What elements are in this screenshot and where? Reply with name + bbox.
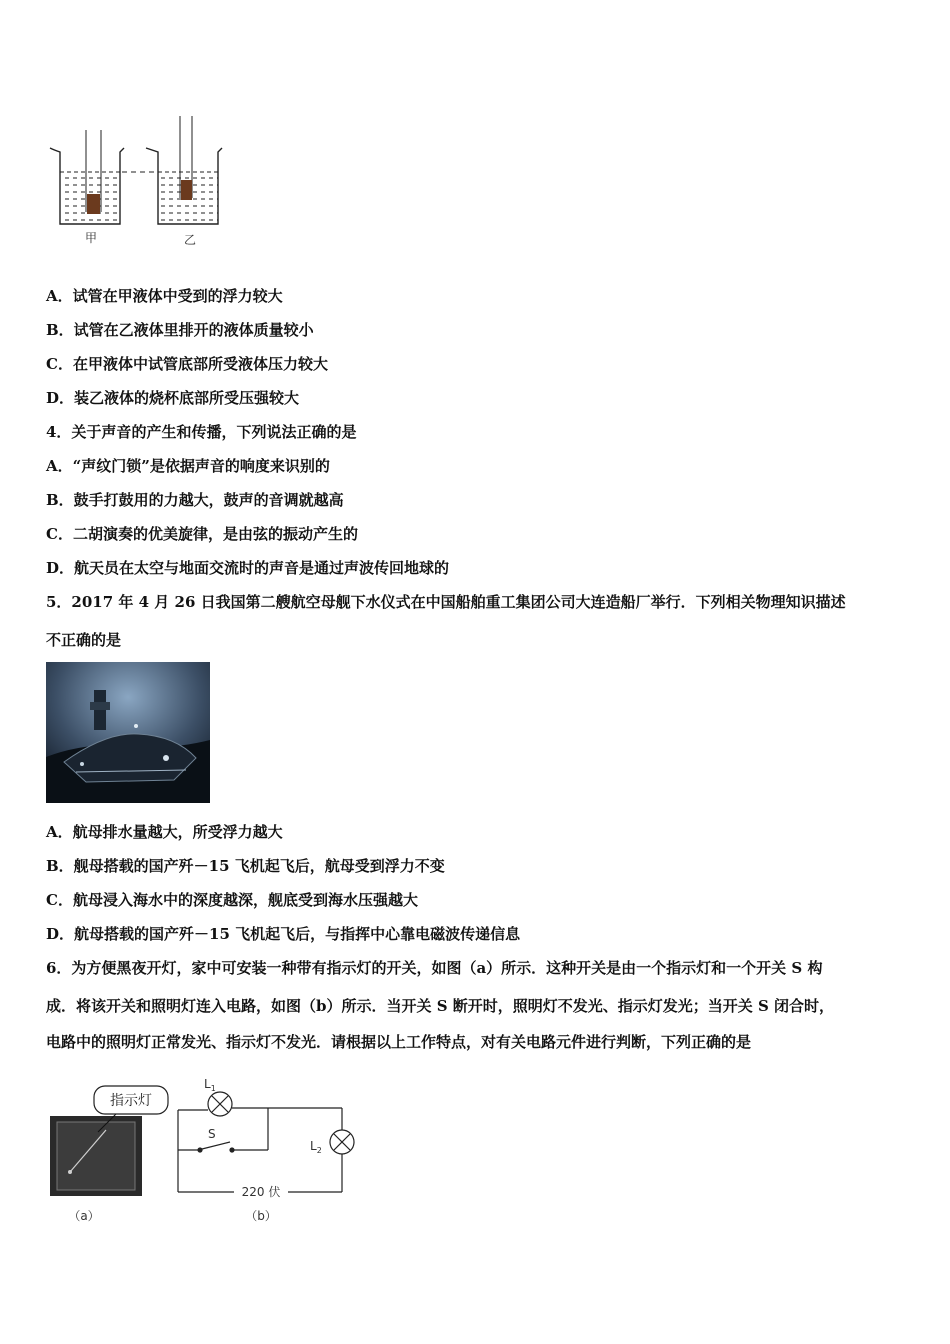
lamp2-label: $L_2$ bbox=[310, 1139, 322, 1155]
circuit-figure bbox=[48, 1074, 368, 1226]
beakers-figure bbox=[40, 112, 240, 252]
beaker-jia bbox=[50, 130, 124, 224]
q4-stem: 4．关于声音的产生和传播，下列说法正确的是 bbox=[46, 423, 357, 441]
q3-option-b: B．试管在乙液体里排开的液体质量较小 bbox=[46, 321, 314, 339]
q5-stem-line1: 5．2017 年 4 月 26 日我国第二艘航空母舰下水仪式在中国船舶重工集团公司大连造船厂举行．下列相关物理知识描述 bbox=[46, 593, 846, 611]
caption-b: （b） bbox=[245, 1209, 277, 1223]
caption-a: （a） bbox=[68, 1209, 100, 1223]
q4-option-a: A．“声纹门锁”是依据声音的响度来识别的 bbox=[46, 457, 330, 475]
voltage-label: 220 伏 bbox=[241, 1185, 281, 1199]
switch-photo bbox=[50, 1102, 142, 1196]
q3-option-d: D．装乙液体的烧杯底部所受压强较大 bbox=[46, 389, 300, 407]
q5-option-b: B．舰母搭载的国产歼－15 飞机起飞后，航母受到浮力不变 bbox=[46, 857, 445, 875]
circuit-diagram bbox=[178, 1092, 354, 1192]
q4-option-d: D．航天员在太空与地面交流时的声音是通过声波传回地球的 bbox=[46, 559, 450, 577]
q3-option-a: A．试管在甲液体中受到的浮力较大 bbox=[46, 287, 283, 305]
q5-stem-line2: 不正确的是 bbox=[46, 631, 122, 649]
callout-text: 指示灯 bbox=[110, 1093, 152, 1109]
q6-stem-line2: 成．将该开关和照明灯连入电路，如图（b）所示．当开关 S 断开时，照明灯不发光、指示灯发光；当开关 S 闭合时， bbox=[46, 997, 835, 1015]
q6-stem-line1: 6．为方便黑夜开灯，家中可安装一种带有指示灯的开关，如图（a）所示．这种开关是由一个指示灯和一个开关 S 构 bbox=[46, 959, 823, 977]
q5-option-d: D．航母搭载的国产歼－15 飞机起飞后，与指挥中心靠电磁波传递信息 bbox=[46, 925, 521, 943]
q4-option-b: B．鼓手打鼓用的力越大，鼓声的音调就越高 bbox=[46, 491, 344, 509]
beaker-yi bbox=[146, 116, 222, 224]
q3-option-c: C．在甲液体中试管底部所受液体压力较大 bbox=[46, 355, 328, 373]
switch-label: S bbox=[208, 1127, 216, 1141]
q5-option-a: A．航母排水量越大，所受浮力越大 bbox=[46, 823, 283, 841]
q5-option-c: C．航母浸入海水中的深度越深，舰底受到海水压强越大 bbox=[46, 891, 418, 909]
q6-stem-line3: 电路中的照明灯正常发光、指示灯不发光．请根据以上工作特点，对有关电路元件进行判断，下列正确的是 bbox=[46, 1033, 752, 1051]
label-jia: 甲 bbox=[84, 231, 98, 245]
lamp1-label: $L_1$ bbox=[204, 1077, 216, 1093]
label-yi: 乙 bbox=[183, 233, 197, 247]
carrier-photo bbox=[46, 662, 210, 803]
q4-option-c: C．二胡演奏的优美旋律，是由弦的振动产生的 bbox=[46, 525, 358, 543]
